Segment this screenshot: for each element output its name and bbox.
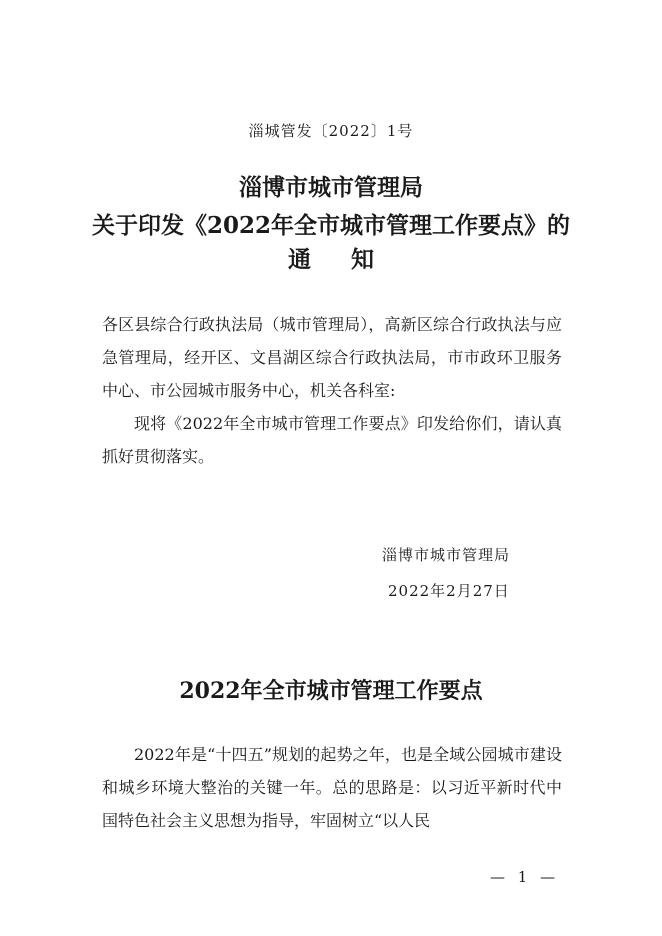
title-line-2: 关于印发《2022年全市城市管理工作要点》的	[91, 212, 570, 239]
signature-organization: 淄博市城市管理局	[382, 546, 511, 564]
page-number: — 1 —	[490, 868, 560, 886]
section-paragraph: 2022年是“十四五”规划的起势之年，也是全域公园城市建设和城乡环境大整治的关键一年。总的思路是：以习近平新时代中国特色社会主义思想为指导，牢固树立“以人民	[102, 745, 562, 830]
signature-date: 2022年2月27日	[388, 582, 510, 600]
recipients-paragraph: 各区县综合行政执法局（城市管理局），高新区综合行政执法与应急管理局，经开区、文昌湖区综合行政执法局，市市政环卫服务中心、市公园城市服务中心，机关各科室:	[102, 315, 562, 400]
document-number: 淄城管发〔2022〕1号	[248, 122, 414, 140]
section-title: 2022年全市城市管理工作要点	[179, 678, 483, 704]
title-line-1: 淄博市城市管理局	[239, 174, 423, 201]
title-line-3: 通知	[288, 246, 414, 273]
notice-paragraph: 现将《2022年全市城市管理工作要点》印发给你们，请认真抓好贯彻落实。	[102, 414, 562, 466]
